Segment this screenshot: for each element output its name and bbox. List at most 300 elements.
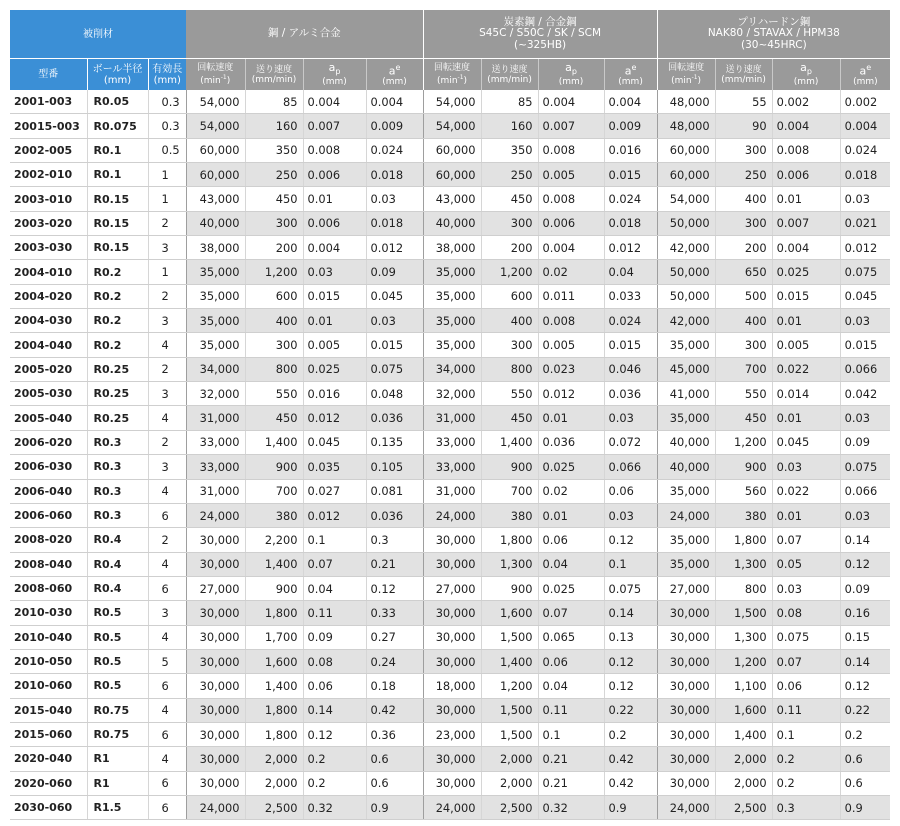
ae-cell: 0.046 (604, 357, 657, 381)
ae-subscript: e (866, 62, 872, 72)
ap-cell: 0.03 (772, 576, 840, 600)
ap-cell: 0.06 (303, 674, 366, 698)
group-subtitle: S45C / S50C / SK / SCM (479, 27, 602, 40)
length-cell: 4 (148, 552, 186, 576)
ap-subscript: p (335, 66, 341, 76)
rpm-cell: 30,000 (657, 649, 715, 673)
table-body (10, 90, 890, 820)
feed-cell: 1,200 (481, 260, 538, 284)
table-row (10, 747, 890, 771)
length-cell: 6 (148, 576, 186, 600)
ae-cell: 0.03 (366, 309, 423, 333)
col-rpm-unit (658, 73, 715, 86)
ap-cell: 0.005 (538, 333, 604, 357)
table-row (10, 722, 890, 746)
rpm-cell: 35,000 (657, 479, 715, 503)
ap-cell: 0.08 (303, 649, 366, 673)
feed-cell: 900 (245, 455, 303, 479)
ap-cell: 0.045 (303, 430, 366, 454)
rpm-cell: 35,000 (186, 260, 245, 284)
model-cell: 2005-040 (10, 406, 87, 430)
feed-cell: 1,300 (715, 552, 772, 576)
group-hardness: (30~45HRC) (740, 38, 807, 51)
length-cell: 6 (148, 674, 186, 698)
col-effective-length-label: 有効長 (152, 63, 183, 75)
ae-cell: 0.42 (366, 698, 423, 722)
feed-cell: 250 (481, 163, 538, 187)
rpm-cell: 60,000 (657, 163, 715, 187)
ap-cell: 0.06 (538, 528, 604, 552)
ae-cell: 0.27 (366, 625, 423, 649)
ae-cell: 0.03 (840, 406, 890, 430)
rpm-cell: 30,000 (186, 747, 245, 771)
rpm-cell: 60,000 (657, 138, 715, 162)
ap-cell: 0.004 (538, 236, 604, 260)
ap-cell: 0.01 (303, 309, 366, 333)
table-row (10, 698, 890, 722)
feed-cell: 450 (481, 406, 538, 430)
feed-cell: 2,000 (715, 747, 772, 771)
col-rpm-prehardened-steel (657, 59, 715, 91)
ap-cell: 0.025 (303, 357, 366, 381)
ap-cell: 0.32 (538, 795, 604, 819)
unit-open: (min (200, 76, 221, 86)
ball-radius-cell: R0.2 (87, 333, 148, 357)
rpm-cell: 35,000 (423, 260, 481, 284)
rpm-cell: 30,000 (186, 649, 245, 673)
ae-cell: 0.015 (366, 333, 423, 357)
table-row (10, 795, 890, 819)
feed-cell: 1,600 (245, 649, 303, 673)
feed-cell: 90 (715, 114, 772, 138)
ae-cell: 0.015 (604, 333, 657, 357)
ae-cell: 0.018 (840, 163, 890, 187)
ae-cell: 0.015 (840, 333, 890, 357)
ball-radius-cell: R0.2 (87, 284, 148, 308)
ap-cell: 0.1 (772, 722, 840, 746)
ae-cell: 0.12 (604, 674, 657, 698)
rpm-cell: 35,000 (423, 333, 481, 357)
rpm-cell: 60,000 (423, 138, 481, 162)
feed-cell: 380 (481, 503, 538, 527)
ae-cell: 0.002 (840, 90, 890, 114)
feed-cell: 560 (715, 479, 772, 503)
ae-cell: 0.03 (840, 187, 890, 211)
ae-cell: 0.12 (840, 552, 890, 576)
col-ae-carbon-steel (604, 59, 657, 91)
feed-cell: 1,800 (715, 528, 772, 552)
ap-cell: 0.012 (538, 382, 604, 406)
rpm-cell: 35,000 (657, 406, 715, 430)
rpm-cell: 60,000 (186, 163, 245, 187)
length-cell: 0.3 (148, 114, 186, 138)
model-cell: 2003-020 (10, 211, 87, 235)
col-model: 型番 (10, 59, 87, 91)
feed-cell: 1,400 (245, 674, 303, 698)
feed-cell: 2,000 (481, 771, 538, 795)
ae-cell: 0.066 (604, 455, 657, 479)
table-row (10, 114, 890, 138)
ae-cell: 0.066 (840, 357, 890, 381)
rpm-cell: 30,000 (657, 698, 715, 722)
feed-cell: 900 (715, 455, 772, 479)
ball-radius-cell: R0.5 (87, 649, 148, 673)
model-cell: 2015-060 (10, 722, 87, 746)
group-prehardened-steel (657, 10, 890, 59)
rpm-cell: 35,000 (423, 284, 481, 308)
ae-cell: 0.018 (366, 211, 423, 235)
unit-close: ) (697, 76, 702, 86)
rpm-cell: 30,000 (186, 552, 245, 576)
ae-cell: 0.009 (604, 114, 657, 138)
feed-cell: 600 (245, 284, 303, 308)
feed-cell: 1,400 (481, 649, 538, 673)
ap-cell: 0.005 (303, 333, 366, 357)
ap-cell: 0.007 (538, 114, 604, 138)
ae-cell: 0.15 (840, 625, 890, 649)
model-cell: 2003-030 (10, 236, 87, 260)
feed-cell: 1,100 (715, 674, 772, 698)
feed-cell: 380 (715, 503, 772, 527)
ae-cell: 0.33 (366, 601, 423, 625)
col-ap-carbon-steel (538, 59, 604, 91)
length-cell: 2 (148, 528, 186, 552)
feed-cell: 550 (481, 382, 538, 406)
model-cell: 2008-060 (10, 576, 87, 600)
col-feed-unit: (mm/min) (721, 74, 766, 85)
ae-cell: 0.012 (604, 236, 657, 260)
ae-cell: 0.12 (840, 674, 890, 698)
col-ae-symbol (367, 62, 423, 77)
ap-cell: 0.32 (303, 795, 366, 819)
feed-cell: 300 (715, 138, 772, 162)
table-row (10, 479, 890, 503)
rpm-cell: 32,000 (423, 382, 481, 406)
ap-cell: 0.2 (772, 747, 840, 771)
ae-cell: 0.42 (604, 771, 657, 795)
ae-cell: 0.12 (604, 649, 657, 673)
model-cell: 2006-040 (10, 479, 87, 503)
ball-radius-cell: R0.15 (87, 211, 148, 235)
rpm-cell: 30,000 (186, 528, 245, 552)
ae-cell: 0.075 (840, 455, 890, 479)
ball-radius-cell: R0.75 (87, 722, 148, 746)
ap-cell: 0.016 (303, 382, 366, 406)
ap-cell: 0.004 (303, 90, 366, 114)
ae-cell: 0.9 (366, 795, 423, 819)
ae-cell: 0.6 (366, 771, 423, 795)
ap-cell: 0.006 (303, 163, 366, 187)
ap-cell: 0.045 (772, 430, 840, 454)
feed-cell: 380 (245, 503, 303, 527)
rpm-cell: 54,000 (186, 114, 245, 138)
rpm-cell: 24,000 (423, 503, 481, 527)
ap-cell: 0.004 (303, 236, 366, 260)
col-ball-radius (87, 59, 148, 91)
col-ap-symbol (773, 62, 840, 78)
length-cell: 0.3 (148, 90, 186, 114)
unit-close: ) (463, 76, 468, 86)
ae-cell: 0.09 (840, 430, 890, 454)
table-row (10, 260, 890, 284)
ae-cell: 0.081 (366, 479, 423, 503)
ae-cell: 0.06 (604, 479, 657, 503)
col-rpm-steel-aluminum (186, 59, 245, 91)
ap-cell: 0.08 (772, 601, 840, 625)
rpm-cell: 27,000 (186, 576, 245, 600)
ae-cell: 0.36 (366, 722, 423, 746)
ae-cell: 0.075 (840, 260, 890, 284)
ae-cell: 0.012 (840, 236, 890, 260)
model-cell: 2002-005 (10, 138, 87, 162)
ae-cell: 0.2 (604, 722, 657, 746)
cutting-conditions-table (10, 10, 890, 820)
ae-cell: 0.2 (840, 722, 890, 746)
feed-cell: 900 (245, 576, 303, 600)
feed-cell: 1,300 (715, 625, 772, 649)
feed-cell: 1,400 (245, 552, 303, 576)
feed-cell: 1,400 (481, 430, 538, 454)
col-feed-carbon-steel (481, 59, 538, 91)
rpm-cell: 27,000 (657, 576, 715, 600)
ball-radius-cell: R1 (87, 771, 148, 795)
feed-cell: 300 (481, 211, 538, 235)
feed-cell: 550 (715, 382, 772, 406)
feed-cell: 650 (715, 260, 772, 284)
model-cell: 2006-030 (10, 455, 87, 479)
feed-cell: 800 (245, 357, 303, 381)
ap-cell: 0.065 (538, 625, 604, 649)
group-title: 鋼 / アルミ合金 (267, 27, 341, 40)
table-row (10, 674, 890, 698)
feed-cell: 250 (245, 163, 303, 187)
ap-cell: 0.005 (538, 163, 604, 187)
feed-cell: 1,600 (715, 698, 772, 722)
table-row (10, 236, 890, 260)
ap-cell: 0.01 (772, 309, 840, 333)
ae-cell: 0.135 (366, 430, 423, 454)
feed-cell: 1,500 (481, 722, 538, 746)
rpm-cell: 33,000 (186, 430, 245, 454)
feed-cell: 450 (481, 187, 538, 211)
feed-cell: 250 (715, 163, 772, 187)
ap-cell: 0.04 (538, 552, 604, 576)
ap-cell: 0.07 (772, 528, 840, 552)
model-cell: 2001-003 (10, 90, 87, 114)
ap-cell: 0.1 (303, 528, 366, 552)
feed-cell: 700 (481, 479, 538, 503)
ball-radius-cell: R0.5 (87, 601, 148, 625)
col-ball-radius-label: ボール半径 (92, 63, 143, 75)
rpm-cell: 31,000 (186, 479, 245, 503)
ae-subscript: e (631, 62, 637, 72)
rpm-cell: 24,000 (423, 795, 481, 819)
model-cell: 2004-010 (10, 260, 87, 284)
rpm-cell: 43,000 (186, 187, 245, 211)
rpm-cell: 45,000 (657, 357, 715, 381)
table-row (10, 503, 890, 527)
feed-cell: 350 (245, 138, 303, 162)
table-row (10, 576, 890, 600)
rpm-cell: 24,000 (657, 503, 715, 527)
ap-cell: 0.11 (538, 698, 604, 722)
rpm-cell: 24,000 (186, 795, 245, 819)
ball-radius-cell: R0.3 (87, 479, 148, 503)
rpm-cell: 30,000 (186, 771, 245, 795)
col-feed-label: 送り速度 (255, 64, 292, 75)
table-row (10, 382, 890, 406)
feed-cell: 450 (245, 187, 303, 211)
ae-cell: 0.14 (840, 528, 890, 552)
feed-cell: 2,500 (245, 795, 303, 819)
ae-cell: 0.16 (840, 601, 890, 625)
length-cell: 1 (148, 163, 186, 187)
rpm-cell: 35,000 (657, 528, 715, 552)
ap-cell: 0.2 (303, 747, 366, 771)
unit-exponent: -1 (220, 74, 227, 81)
feed-cell: 1,400 (245, 430, 303, 454)
feed-cell: 1,400 (715, 722, 772, 746)
rpm-cell: 33,000 (423, 455, 481, 479)
col-ap-unit: (mm) (558, 77, 584, 88)
model-cell: 2003-010 (10, 187, 87, 211)
ap-cell: 0.01 (772, 187, 840, 211)
ae-cell: 0.004 (366, 90, 423, 114)
feed-cell: 600 (481, 284, 538, 308)
ae-cell: 0.033 (604, 284, 657, 308)
ap-cell: 0.035 (303, 455, 366, 479)
ae-cell: 0.09 (840, 576, 890, 600)
ae-cell: 0.024 (604, 309, 657, 333)
rpm-cell: 31,000 (423, 406, 481, 430)
table-row (10, 430, 890, 454)
ball-radius-cell: R0.075 (87, 114, 148, 138)
ae-cell: 0.22 (840, 698, 890, 722)
table-row (10, 187, 890, 211)
ap-cell: 0.04 (303, 576, 366, 600)
rpm-cell: 30,000 (186, 698, 245, 722)
unit-exponent: -1 (457, 74, 464, 81)
table-row (10, 333, 890, 357)
ae-cell: 0.03 (840, 309, 890, 333)
ae-cell: 0.12 (366, 576, 423, 600)
col-feed-steel-aluminum (245, 59, 303, 91)
ap-cell: 0.1 (538, 722, 604, 746)
table-row (10, 552, 890, 576)
feed-cell: 2,000 (481, 747, 538, 771)
feed-cell: 1,800 (481, 528, 538, 552)
ball-radius-cell: R0.25 (87, 357, 148, 381)
ae-cell: 0.9 (604, 795, 657, 819)
col-effective-length (148, 59, 186, 91)
col-rpm-label: 回転速度 (668, 63, 705, 73)
ae-cell: 0.024 (604, 187, 657, 211)
ap-cell: 0.014 (772, 382, 840, 406)
feed-cell: 1,300 (481, 552, 538, 576)
ap-cell: 0.036 (538, 430, 604, 454)
model-cell: 2008-020 (10, 528, 87, 552)
table-row (10, 90, 890, 114)
col-feed-unit: (mm/min) (251, 74, 297, 85)
feed-cell: 2,500 (715, 795, 772, 819)
ae-cell: 0.024 (840, 138, 890, 162)
rpm-cell: 35,000 (186, 284, 245, 308)
ap-cell: 0.022 (772, 479, 840, 503)
ae-cell: 0.012 (366, 236, 423, 260)
rpm-cell: 54,000 (423, 90, 481, 114)
header-row-columns (10, 59, 890, 91)
rpm-cell: 42,000 (657, 309, 715, 333)
rpm-cell: 30,000 (423, 601, 481, 625)
model-cell: 2010-060 (10, 674, 87, 698)
ae-cell: 0.03 (840, 503, 890, 527)
col-ae-unit: (mm) (853, 77, 878, 88)
ae-cell: 0.03 (366, 187, 423, 211)
ball-radius-cell: R0.75 (87, 698, 148, 722)
ap-cell: 0.007 (303, 114, 366, 138)
length-cell: 4 (148, 625, 186, 649)
rpm-cell: 50,000 (657, 284, 715, 308)
rpm-cell: 30,000 (657, 674, 715, 698)
rpm-cell: 30,000 (657, 625, 715, 649)
ap-cell: 0.12 (303, 722, 366, 746)
table-row (10, 528, 890, 552)
ap-cell: 0.01 (772, 406, 840, 430)
ball-radius-cell: R0.1 (87, 138, 148, 162)
rpm-cell: 30,000 (657, 601, 715, 625)
ap-subscript: p (571, 66, 577, 76)
col-ap-unit: (mm) (793, 77, 819, 88)
col-feed-unit: (mm/min) (487, 74, 532, 85)
table-row (10, 455, 890, 479)
rpm-cell: 27,000 (423, 576, 481, 600)
ball-radius-cell: R0.3 (87, 430, 148, 454)
rpm-cell: 60,000 (423, 163, 481, 187)
length-cell: 6 (148, 795, 186, 819)
feed-cell: 2,200 (245, 528, 303, 552)
ae-cell: 0.6 (840, 771, 890, 795)
header-row-groups (10, 10, 890, 59)
rpm-cell: 30,000 (186, 722, 245, 746)
rpm-cell: 35,000 (657, 552, 715, 576)
rpm-cell: 30,000 (423, 625, 481, 649)
ap-cell: 0.14 (303, 698, 366, 722)
rpm-cell: 40,000 (423, 211, 481, 235)
model-cell: 2005-030 (10, 382, 87, 406)
ae-cell: 0.004 (840, 114, 890, 138)
rpm-cell: 30,000 (423, 649, 481, 673)
feed-cell: 1,200 (715, 649, 772, 673)
ball-radius-cell: R1.5 (87, 795, 148, 819)
ball-radius-cell: R0.3 (87, 503, 148, 527)
rpm-cell: 48,000 (657, 90, 715, 114)
rpm-cell: 30,000 (657, 747, 715, 771)
rpm-cell: 40,000 (657, 455, 715, 479)
ap-cell: 0.3 (772, 795, 840, 819)
col-rpm-carbon-steel (423, 59, 481, 91)
ap-cell: 0.21 (538, 771, 604, 795)
unit-close: ) (226, 76, 231, 86)
group-carbon-steel (423, 10, 657, 59)
rpm-cell: 30,000 (423, 552, 481, 576)
ap-cell: 0.004 (772, 114, 840, 138)
length-cell: 4 (148, 406, 186, 430)
ae-cell: 0.21 (366, 552, 423, 576)
rpm-cell: 43,000 (423, 187, 481, 211)
feed-cell: 700 (715, 357, 772, 381)
ap-cell: 0.03 (303, 260, 366, 284)
model-cell: 2020-060 (10, 771, 87, 795)
